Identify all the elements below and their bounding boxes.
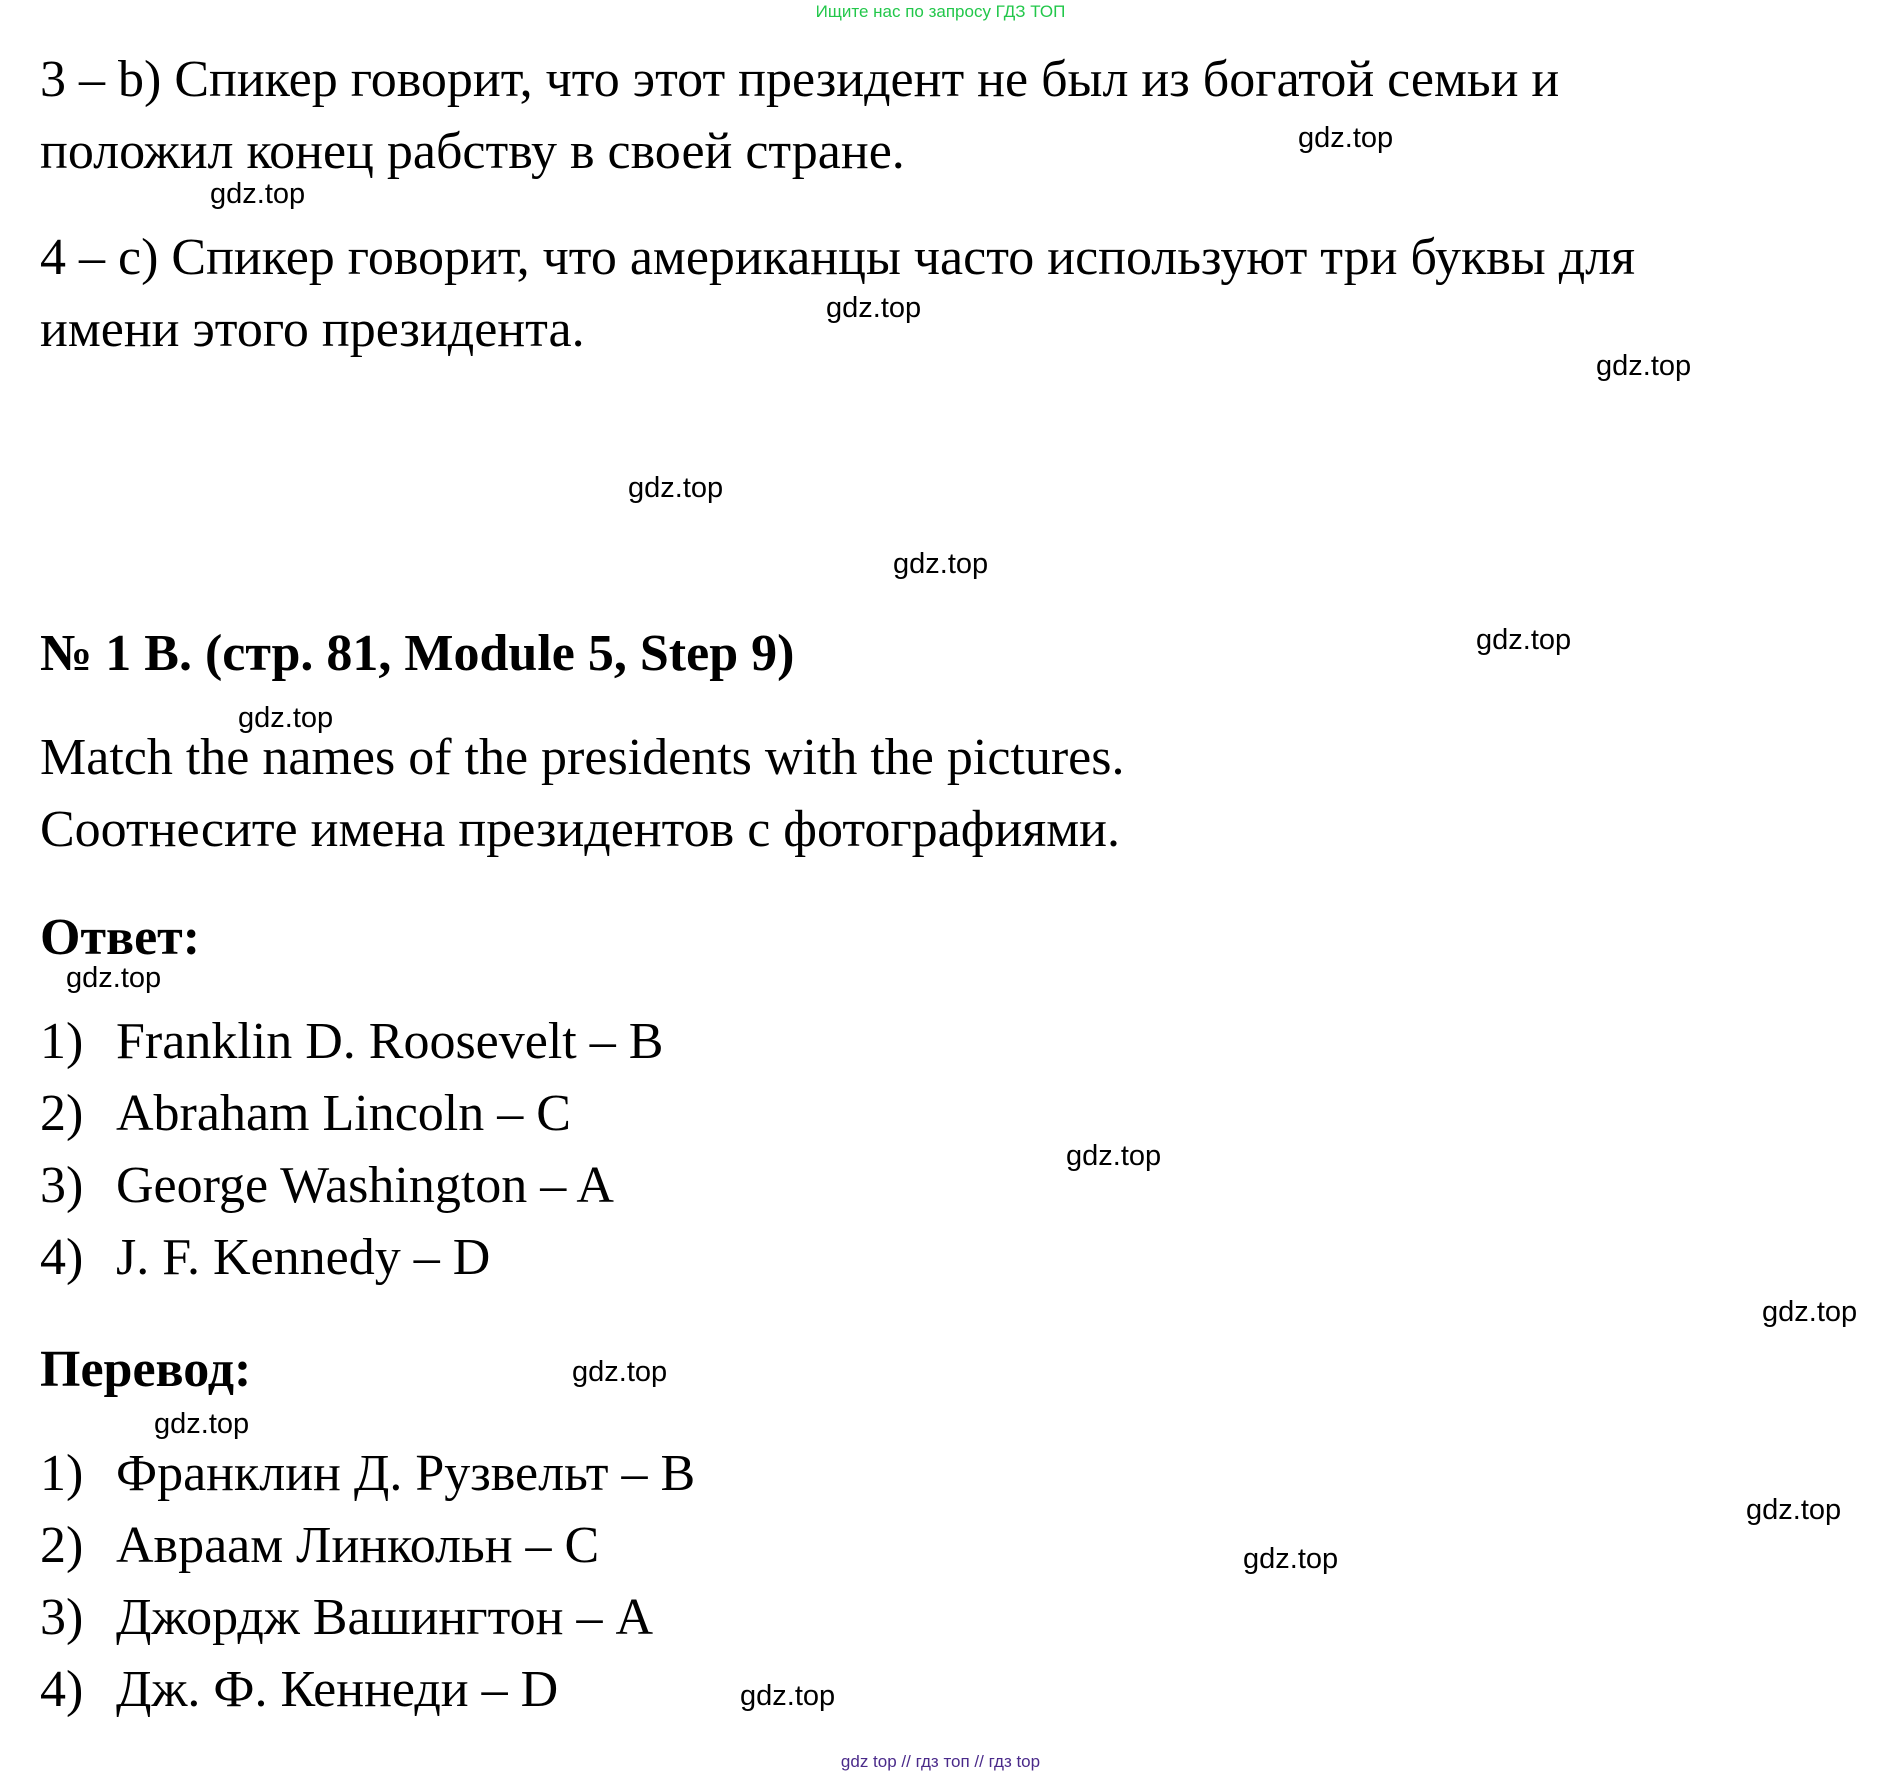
answer-heading: Ответ: xyxy=(40,909,201,966)
instruction-english: Match the names of the presidents with the pictures. xyxy=(40,729,1125,786)
answer-list xyxy=(40,1006,663,1294)
paragraph-3-line-2: положил конец рабству в своей стране. xyxy=(40,123,905,180)
item-text: J. F. Kennedy – D xyxy=(116,1229,491,1286)
watermark: gdz.top xyxy=(740,1680,836,1712)
watermark: gdz.top xyxy=(154,1408,250,1440)
item-text: Джордж Вашингтон – A xyxy=(116,1589,654,1646)
task-heading: № 1 B. (стр. 81, Module 5, Step 9) xyxy=(40,625,795,682)
item-number: 4) xyxy=(40,1229,84,1286)
list-item xyxy=(40,1222,663,1294)
translation-list xyxy=(40,1438,695,1726)
item-text: Abraham Lincoln – C xyxy=(116,1085,571,1142)
list-item xyxy=(40,1438,695,1510)
watermark: gdz.top xyxy=(1746,1494,1842,1526)
watermark: gdz.top xyxy=(628,472,724,504)
watermark: gdz.top xyxy=(1596,350,1692,382)
top-banner: Ищите нас по запросу ГДЗ ТОП xyxy=(815,2,1066,21)
watermark: gdz.top xyxy=(210,178,306,210)
paragraph-3-line-1: 3 – b) Спикер говорит, что этот президент не был из богатой семьи и xyxy=(40,51,1560,108)
item-number: 3) xyxy=(40,1589,84,1646)
watermark: gdz.top xyxy=(66,962,162,994)
item-number: 2) xyxy=(40,1517,84,1574)
paragraph-4-line-1: 4 – c) Спикер говорит, что американцы часто используют три буквы для xyxy=(40,229,1636,286)
translation-heading: Перевод: xyxy=(40,1341,252,1398)
watermark: gdz.top xyxy=(1762,1296,1858,1328)
item-number: 4) xyxy=(40,1661,84,1718)
paragraph-4-line-2: имени этого президента. xyxy=(40,301,585,358)
watermark: gdz.top xyxy=(1476,624,1572,656)
list-item xyxy=(40,1654,695,1726)
list-item xyxy=(40,1078,663,1150)
watermark: gdz.top xyxy=(1298,122,1394,154)
item-text: Дж. Ф. Кеннеди – D xyxy=(116,1661,559,1718)
item-number: 1) xyxy=(40,1445,84,1502)
item-text: George Washington – A xyxy=(116,1157,614,1214)
list-item xyxy=(40,1582,695,1654)
item-number: 2) xyxy=(40,1085,84,1142)
item-number: 1) xyxy=(40,1013,84,1070)
watermark: gdz.top xyxy=(893,548,989,580)
watermark: gdz.top xyxy=(826,292,922,324)
watermark: gdz.top xyxy=(238,702,334,734)
watermark: gdz.top xyxy=(1066,1140,1162,1172)
item-text: Франклин Д. Рузвельт – B xyxy=(116,1445,696,1502)
list-item xyxy=(40,1150,663,1222)
footer-watermark: gdz top // гдз топ // гдз top xyxy=(840,1752,1041,1771)
item-number: 3) xyxy=(40,1157,84,1214)
watermark: gdz.top xyxy=(572,1356,668,1388)
item-text: Franklin D. Roosevelt – B xyxy=(116,1013,664,1070)
list-item xyxy=(40,1006,663,1078)
instruction-russian: Соотнесите имена президентов с фотографиями. xyxy=(40,801,1120,858)
item-text: Авраам Линкольн – C xyxy=(116,1517,600,1574)
list-item xyxy=(40,1510,695,1582)
watermark: gdz.top xyxy=(1243,1543,1339,1575)
